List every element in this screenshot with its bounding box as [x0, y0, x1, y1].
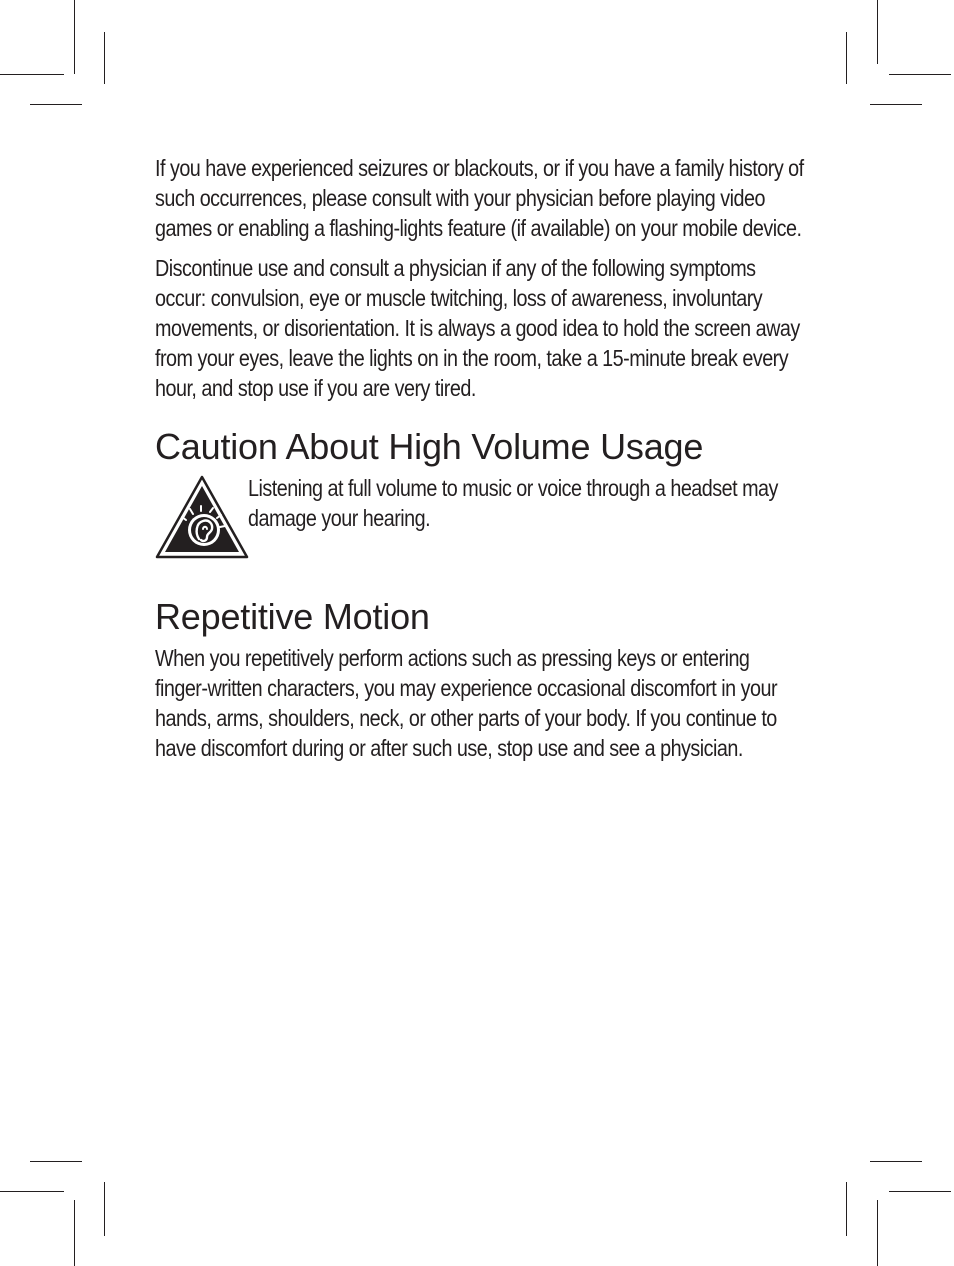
crop-mark	[74, 1200, 75, 1266]
crop-mark	[104, 1182, 105, 1236]
crop-mark	[104, 32, 105, 84]
crop-mark	[846, 32, 847, 84]
page-content	[155, 153, 805, 773]
repetitive-motion-heading: Repetitive Motion	[155, 596, 430, 637]
crop-mark	[30, 104, 82, 105]
high-volume-heading: Caution About High Volume Usage	[155, 426, 704, 467]
crop-mark	[870, 104, 922, 105]
seizure-paragraph: If you have experienced seizures or blackouts, or if you have a family history of such occurrences, please consult with your physician before playing video games or enabling a flashing-lights feature (if available) on your mobile device.	[155, 155, 804, 241]
crop-mark	[0, 74, 64, 75]
high-volume-warning	[155, 473, 805, 563]
crop-mark	[846, 1182, 847, 1236]
crop-mark	[30, 1161, 82, 1162]
hearing-warning-icon	[155, 475, 249, 559]
crop-mark	[74, 0, 75, 74]
repetitive-motion-paragraph: When you repetitively perform actions such as pressing keys or entering finger-written characters, you may experience occasional discomfort in your hands, arms, shoulders, neck, or other parts of your body. If you continue to have discomfort during or after such use, stop use and see a physician.	[155, 645, 778, 761]
crop-mark	[877, 0, 878, 64]
crop-mark	[889, 74, 951, 75]
crop-mark	[889, 1191, 951, 1192]
crop-mark	[870, 1161, 922, 1162]
crop-mark	[0, 1191, 64, 1192]
high-volume-text: Listening at full volume to music or voice through a headset may damage your hearing.	[248, 475, 778, 531]
discontinue-paragraph: Discontinue use and consult a physician if any of the following symptoms occur: convulsion, eye or muscle twitching, loss of awareness, involuntary movements, or disorientation. It is always a good idea to hold the screen away from your eyes, leave the lights on in the room, take a 15-minute break every hour, and stop use if you are very tired.	[155, 255, 800, 401]
crop-mark	[877, 1200, 878, 1266]
